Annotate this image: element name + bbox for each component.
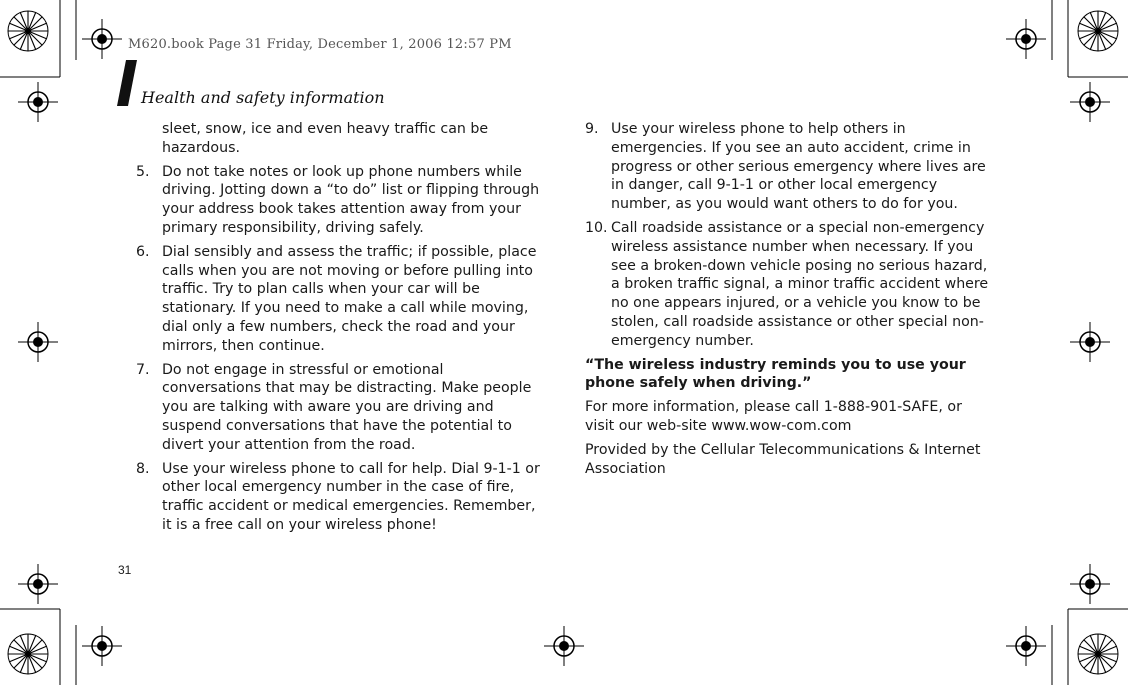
continuation-text: sleet, snow, ice and even heavy traffic can be hazardous. — [162, 121, 489, 156]
item-text: Call roadside assistance or a special non-emergency wireless assistance number when necessary. If you see a broken-down vehicle posing no serious hazard, a broken traffic signal, a minor traffic accident where no one appears injured, or a vehicle you know to be stolen, call roadside assistance or other special non-emergency number. — [611, 219, 989, 349]
print-header: M620.book Page 31 Friday, December 1, 2006 12:57 PM — [128, 37, 512, 52]
item-number: 9. — [585, 121, 599, 137]
item-text: Do not engage in stressful or emotional conversations that may be distracting. Make people you are talking with aware you are driving and suspend conversations that have the potential to divert your attention from the road. — [162, 361, 532, 453]
more-info-text: For more information, please call 1-888-901-SAFE, or visit our web-site www.wow-com.com — [585, 399, 962, 434]
item-text: Use your wireless phone to help others in emergencies. If you see an auto accident, crime in progress or other serious emergency where lives are in danger, call 9-1-1 or other local emergency number, as you would want others to do for you. — [611, 121, 986, 213]
section-title: Health and safety information — [141, 88, 385, 107]
starburst-target-icon — [6, 632, 50, 676]
item-number: 10. — [585, 219, 608, 236]
item-text: Use your wireless phone to call for help. Dial 9-1-1 or other local emergency number in the case of fire, traffic accident or medical emergencies. Remember, it is a free call on your wireless phone! — [162, 460, 540, 533]
starburst-target-icon — [1076, 632, 1120, 676]
starburst-target-icon — [6, 9, 50, 53]
provided-by-text: Provided by the Cellular Telecommunications & Internet Association — [585, 441, 981, 477]
reminder-quote: “The wireless industry reminds you to use your phone safely when driving.” — [585, 356, 966, 392]
item-number: 5. — [136, 163, 150, 180]
item-number: 7. — [136, 361, 150, 378]
item-text: Dial sensibly and assess the traffic; if possible, place calls when you are not moving or before pulling into traffic. Try to plan calls when your car will be stationary. If you need to make a call while moving, dial only a few numbers, check the road and your mirrors, then continue. — [162, 243, 537, 354]
item-text: Do not take notes or look up phone numbers while driving. Jotting down a “to do” list or flipping through your address book takes attention away from your primary responsibility, driving safely. — [162, 163, 540, 236]
starburst-target-icon — [1076, 9, 1120, 53]
page-number: 31 — [118, 563, 132, 577]
item-number: 6. — [136, 243, 150, 260]
item-number: 8. — [136, 460, 150, 477]
